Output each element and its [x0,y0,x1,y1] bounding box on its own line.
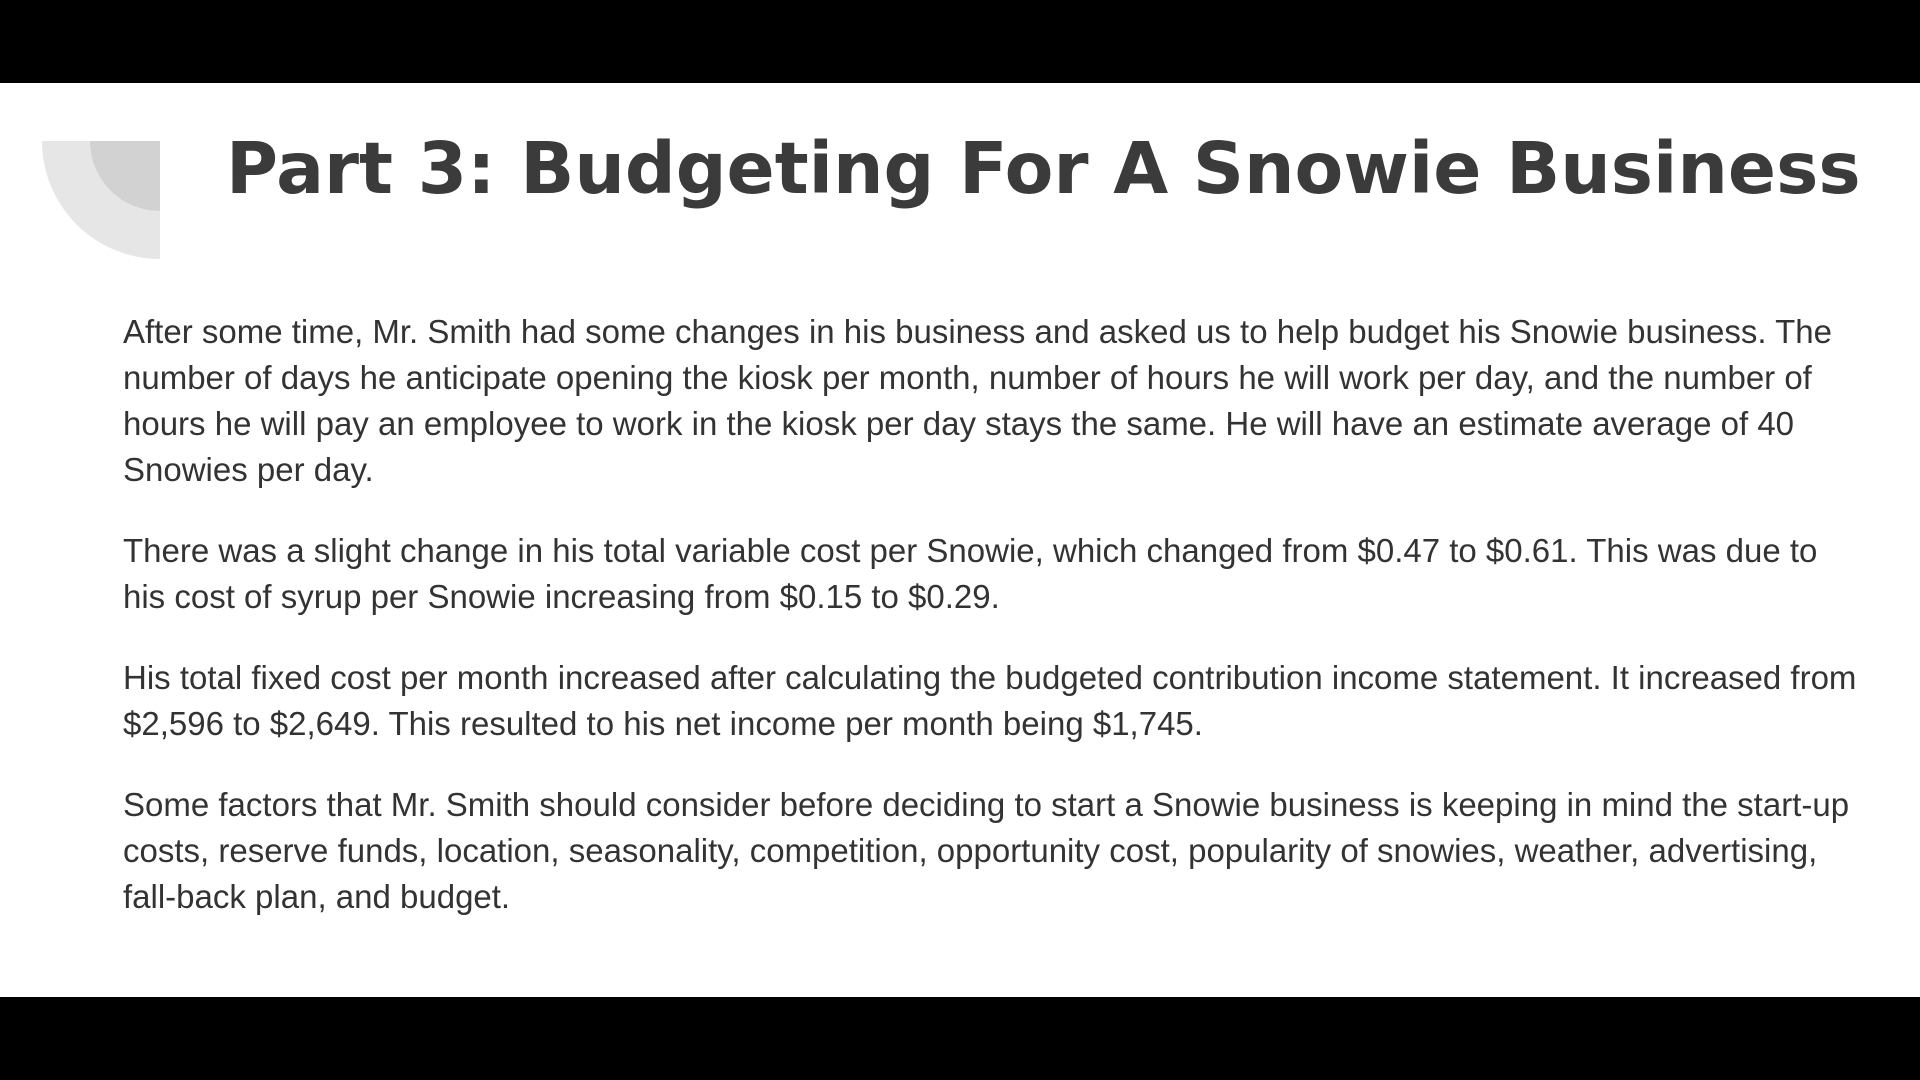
paragraph-fixed-cost: His total fixed cost per month increased after calculating the budgeted contribution income statement. It increased from $2,596 to $2,649. This resulted to his net income per month being $1,745. [123,659,1857,742]
paragraph-budget-changes: After some time, Mr. Smith had some changes in his business and asked us to help budget his Snowie business. The number of days he anticipate opening the kiosk per month, number of hours he will work per day, and the number of hours he will pay an employee to work in the kiosk per day stays the same. He will have an estimate average of 40 Snowies per day. [123,313,1832,488]
letterbox-top [0,0,1920,83]
slide-body [123,309,1863,955]
paragraph-variable-cost: There was a slight change in his total variable cost per Snowie, which changed from $0.47 to $0.61. This was due to his cost of syrup per Snowie increasing from $0.15 to $0.29. [123,532,1818,615]
quarter-circle-decoration [42,141,160,259]
paragraph-factors: Some factors that Mr. Smith should consider before deciding to start a Snowie business is keeping in mind the start-up costs, reserve funds, location, seasonality, competition, opportunity cost, popularity of snowies, weather, advertising, fall-back plan, and budget. [123,786,1850,915]
slide-title: Part 3: Budgeting For A Snowie Business [226,127,1861,210]
presentation-slide [0,83,1920,997]
letterbox-bottom [0,997,1920,1080]
